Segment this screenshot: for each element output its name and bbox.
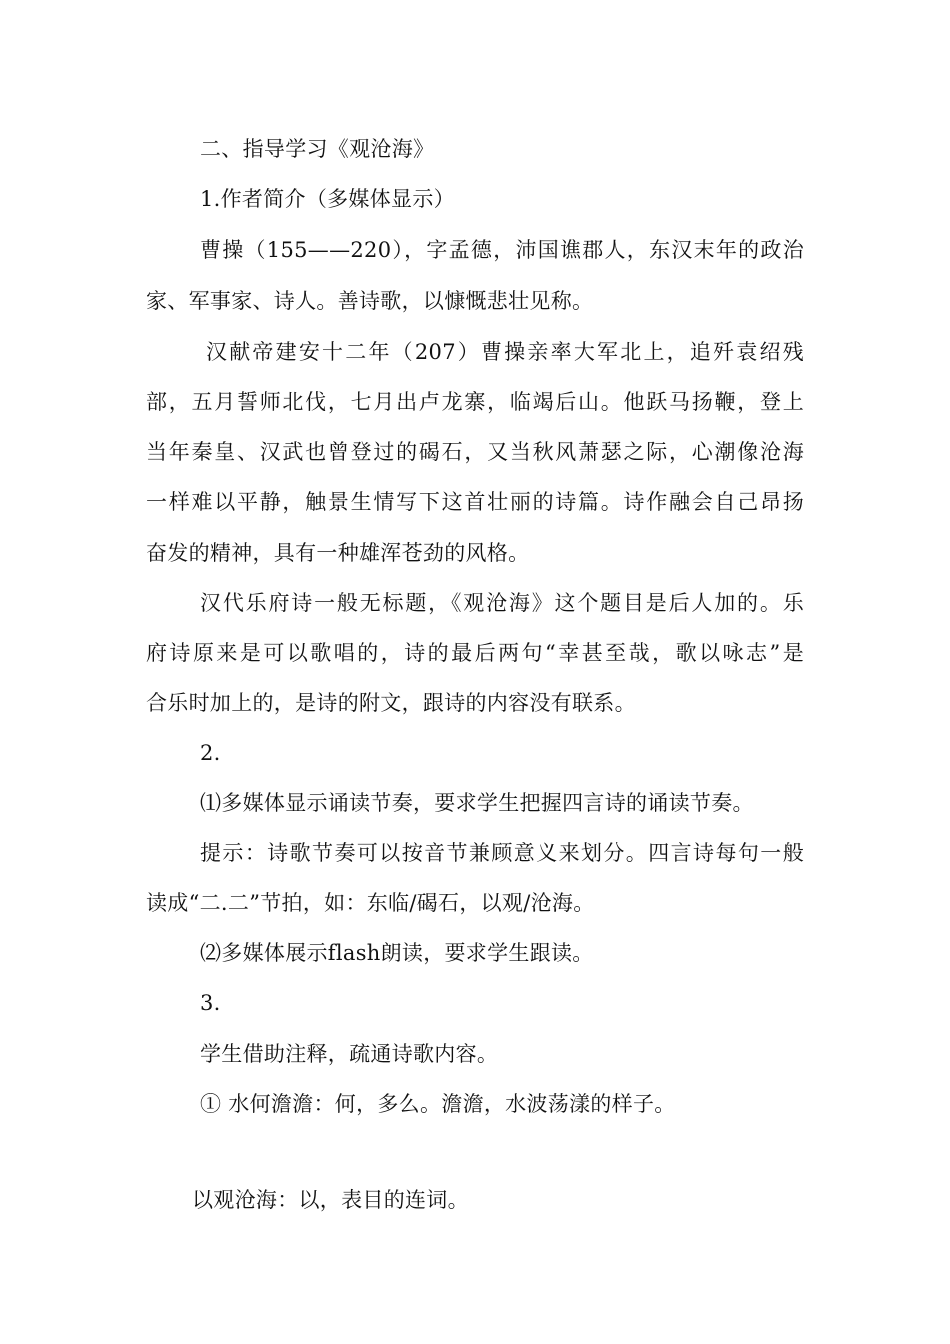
paragraph-line: 合乐时加上的，是诗的附文，跟诗的内容没有联系。 [146,691,636,715]
paragraph-line: 读成“二.二”节拍，如：东临/碣石，以观/沧海。 [146,891,595,915]
item-number: 2. [200,741,221,765]
paragraph-line: 学生借助注释，疏通诗歌内容。 [200,1042,499,1066]
paragraph-line: ⑴多媒体显示诵读节奏，要求学生把握四言诗的诵读节奏。 [200,791,754,815]
paragraph-line: 一样难以平静，触景生情写下这首壮丽的诗篇。诗作融会自己昂扬 [146,490,804,514]
paragraph-line: 部，五月誓师北伐，七月出卢龙寨，临竭后山。他跃马扬鞭，登上 [146,390,804,414]
paragraph-line: 提示：诗歌节奏可以按音节兼顾意义来划分。四言诗每句一般 [200,841,804,865]
paragraph-line: 府诗原来是可以歌唱的，诗的最后两句“幸甚至哉，歌以咏志”是 [146,641,804,665]
paragraph-line: 曹操（155——220），字孟德，沛国谯郡人，东汉末年的政治 [200,238,804,262]
paragraph-line: 家、军事家、诗人。善诗歌，以慷慨悲壮见称。 [146,289,594,313]
annotation-line: 以观沧海：以，表目的连词。 [192,1188,469,1212]
annotation-line: ① 水何澹澹：何，多么。澹澹，水波荡漾的样子。 [200,1092,676,1116]
paragraph-line: 奋发的精神，具有一种雄浑苍劲的风格。 [146,541,530,565]
section-heading: 二、指导学习《观沧海》 [200,137,435,161]
paragraph-line: ⑵多媒体展示flash朗读，要求学生跟读。 [200,941,594,965]
paragraph-line: 汉代乐府诗一般无标题，《观沧海》这个题目是后人加的。乐 [200,591,804,615]
paragraph-line: 汉献帝建安十二年（207）曹操亲率大军北上，追歼袁绍残 [206,340,804,364]
subheading-author-intro: 1.作者简介（多媒体显示） [200,187,455,211]
item-number: 3. [200,991,221,1015]
paragraph-line: 当年秦皇、汉武也曾登过的碣石，又当秋风萧瑟之际，心潮像沧海 [146,440,804,464]
